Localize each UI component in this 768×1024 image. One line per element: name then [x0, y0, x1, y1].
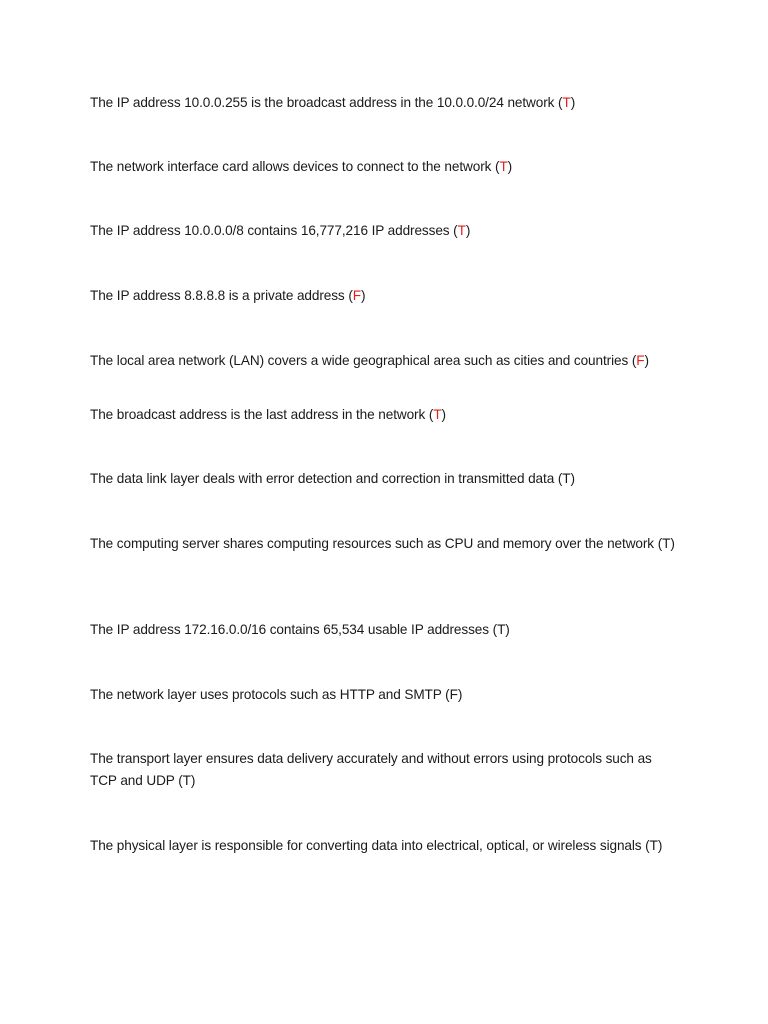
statement-1 [90, 92, 675, 114]
statement-12 [90, 835, 675, 857]
paren-close: ) [507, 159, 513, 174]
statement-text: The IP address 10.0.0.0/8 contains 16,777,216 IP addresses [90, 223, 450, 238]
statement-7 [90, 468, 675, 490]
paren-close: ) [457, 687, 463, 702]
statement-text: The network interface card allows devices to connect to the network [90, 159, 492, 174]
answer-mark: F [352, 288, 361, 303]
answer-mark: T [497, 622, 506, 637]
statement-text: The IP address 8.8.8.8 is a private address [90, 288, 345, 303]
paren-close: ) [570, 95, 576, 110]
statement-8 [90, 533, 675, 555]
statement-6 [90, 404, 675, 426]
paren-close: ) [465, 223, 471, 238]
paren-open: ( [557, 471, 563, 486]
statement-10 [90, 684, 675, 706]
paren-open: ( [445, 687, 450, 702]
statement-2 [90, 156, 675, 178]
answer-mark: T [649, 838, 658, 853]
statement-9 [90, 619, 675, 641]
paren-open: ( [631, 353, 637, 368]
answer-mark: T [457, 223, 466, 238]
paren-open: ( [178, 773, 183, 788]
statement-11 [90, 748, 675, 792]
paren-close: ) [644, 353, 649, 368]
answer-mark: F [636, 353, 645, 368]
paren-close: ) [570, 471, 575, 486]
statement-3 [90, 220, 675, 242]
statement-text: The data link layer deals with error detection and correction in transmitted data [90, 471, 555, 486]
paren-close: ) [657, 838, 663, 853]
paren-open: ( [645, 838, 650, 853]
paren-open: ( [492, 622, 498, 637]
paren-close: ) [441, 407, 446, 422]
answer-mark: T [182, 773, 191, 788]
statement-text: The broadcast address is the last address in the network [90, 407, 426, 422]
statement-text: The physical layer is responsible for converting data into electrical, optical, or wireless signals [90, 838, 642, 853]
answer-mark: T [662, 536, 671, 551]
answer-mark: T [499, 159, 508, 174]
paren-open: ( [453, 223, 458, 238]
statement-4 [90, 285, 675, 307]
paren-open: ( [657, 536, 663, 551]
statement-text: The local area network (LAN) covers a wide geographical area such as cities and countries [90, 353, 629, 368]
paren-close: ) [360, 288, 366, 303]
statement-text: The IP address 10.0.0.255 is the broadcast address in the 10.0.0.0/24 network [90, 95, 555, 110]
statement-5 [90, 350, 675, 372]
statement-text: The network layer uses protocols such as HTTP and SMTP [90, 687, 442, 702]
answer-mark: T [562, 95, 571, 110]
statement-text: The IP address 172.16.0.0/16 contains 65,534 usable IP addresses [90, 622, 489, 637]
statement-text: The transport layer ensures data delivery accurately and without errors using protocols such as TCP and UDP [90, 751, 652, 788]
answer-mark: T [433, 407, 442, 422]
paren-close: ) [190, 773, 196, 788]
statement-text: The computing server shares computing resources such as CPU and memory over the network [90, 536, 654, 551]
paren-open: ( [558, 95, 563, 110]
paren-close: ) [505, 622, 510, 637]
answer-mark: F [449, 687, 458, 702]
paren-open: ( [348, 288, 353, 303]
paren-open: ( [428, 407, 434, 422]
paren-close: ) [670, 536, 675, 551]
paren-open: ( [495, 159, 500, 174]
answer-mark: T [562, 471, 571, 486]
